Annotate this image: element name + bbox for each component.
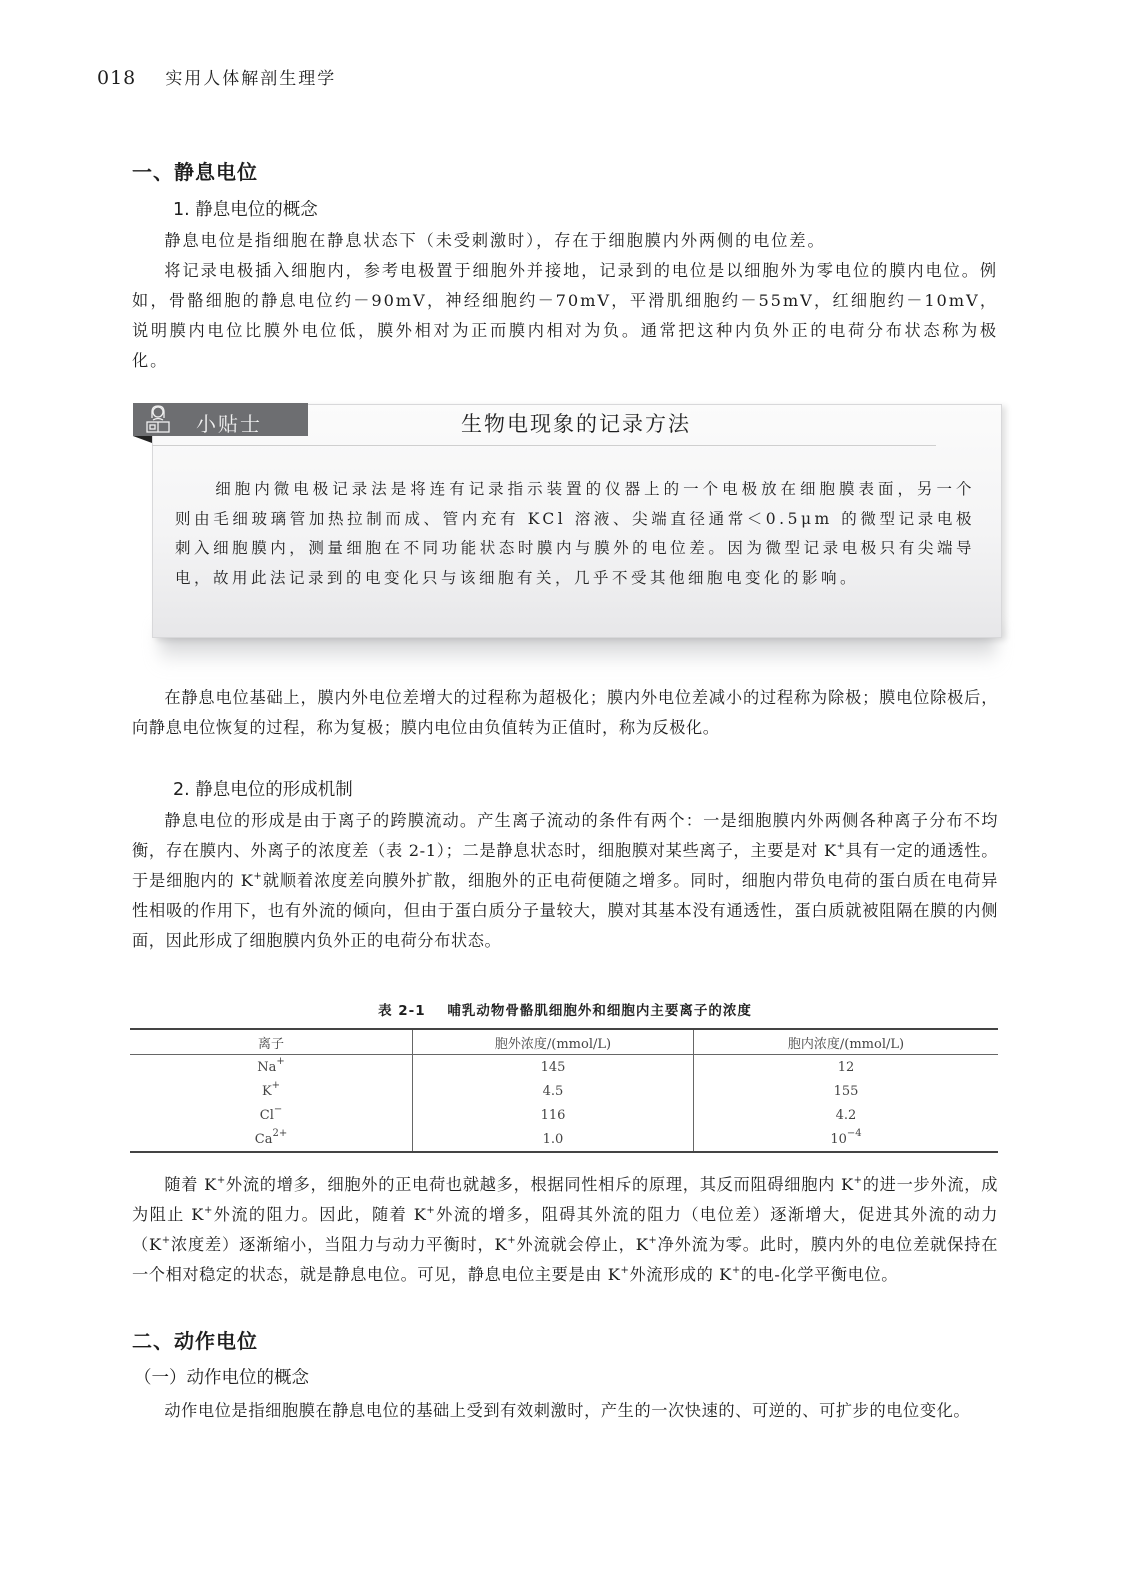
table-row xyxy=(130,1079,998,1103)
table-row xyxy=(130,1127,998,1152)
paragraph-definition: 静息电位是指细胞在静息状态下（未受刺激时），存在于细胞膜内外两侧的电位差。 xyxy=(164,231,826,250)
table-title: 哺乳动物骨骼肌细胞外和细胞内主要离子的浓度 xyxy=(447,1003,752,1019)
cell-outside: 145 xyxy=(413,1055,694,1080)
cell-outside: 1.0 xyxy=(413,1127,694,1152)
cell-ion: Cl− xyxy=(259,1103,283,1123)
tip-body: 细胞内微电极记录法是将连有记录指示装置的仪器上的一个电极放在细胞膜表面，另一个则由毛细玻璃管加热拉制而成、管内充有 KCl 溶液、尖端直径通常＜0.5μm 的微型记录电极刺入细胞膜内，测量细胞在不同功能状态时膜内与膜外的电位差。因为微型记录电极只有尖端导电，故用此法记录到的电变化只与该细胞有关，几乎不受其他细胞电变化的影响。 xyxy=(175,480,975,587)
table-number: 表 2-1 xyxy=(378,1003,426,1019)
subsection-heading-mechanism: 2. 静息电位的形成机制 xyxy=(173,780,353,800)
section-heading-action-potential: 二、动作电位 xyxy=(132,1329,258,1353)
subsection-heading-concept: 1. 静息电位的概念 xyxy=(173,200,318,220)
tip-title: 生物电现象的记录方法 xyxy=(461,412,691,436)
cell-ion: K+ xyxy=(261,1079,281,1099)
header-outside: 胞外浓度/(mmol/L) xyxy=(413,1029,694,1055)
section-heading-resting-potential: 一、静息电位 xyxy=(132,160,258,184)
table-caption xyxy=(132,999,998,1019)
paragraph-action-definition: 动作电位是指细胞膜在静息电位的基础上受到有效刺激时，产生的一次快速的、可逆的、可扩步的电位变化。 xyxy=(164,1401,971,1420)
cell-inside: 155 xyxy=(833,1083,859,1099)
cell-inside: $10^{-4}$ xyxy=(830,1127,862,1147)
table-header-row xyxy=(130,1029,998,1055)
tip-label: 小贴士 xyxy=(196,412,262,436)
paragraph-equilibrium: 随着 K+外流的增多，细胞外的正电荷也就越多，根据同性相斥的原理，其反而阻碍细胞内 K+的进一步外流，成为阻止 K+外流的阻力。因此，随着 K+外流的增多，阻碍其外流的阻力（电位差）逐渐增大，促进其外流的动力（K+浓度差）逐渐缩小，当阻力与动力平衡时，K+外流就会停止，K+净外流为零。此时，膜内外的电位差就保持在一个相对稳定的状态，就是静息电位。可见，静息电位主要是由 K+外流形成的 K+的电-化学平衡电位。 xyxy=(132,1175,998,1284)
table-row xyxy=(130,1055,998,1080)
table-row xyxy=(130,1103,998,1127)
paragraph-polarization-terms: 在静息电位基础上，膜内外电位差增大的过程称为超极化；膜内外电位差减小的过程称为除极；膜电位除极后，向静息电位恢复的过程，称为复极；膜内电位由负值转为正值时，称为反极化。 xyxy=(132,688,998,737)
cell-inside: 12 xyxy=(837,1059,855,1075)
cell-ion: $Ca^{2+}$ xyxy=(254,1127,288,1147)
cell-outside: 4.5 xyxy=(413,1079,694,1103)
paragraph-mechanism: 静息电位的形成是由于离子的跨膜流动。产生离子流动的条件有两个：一是细胞膜内外两侧各种离子分布不均衡，存在膜内、外离子的浓度差（表 2-1）；二是静息状态时，细胞膜对某些离子，主要是对 K+具有一定的通透性。于是细胞内的 K+就顺着浓度差向膜外扩散，细胞外的正电荷便随之增多。同时，细胞内带负电荷的蛋白质在电荷异性相吸的作用下，也有外流的倾向，但由于蛋白质分子量较大，膜对其基本没有通透性，蛋白质就被阻隔在膜的内侧面，因此形成了细胞膜内负外正的电荷分布状态。 xyxy=(132,811,998,950)
tip-tab-fold xyxy=(133,436,152,443)
cell-inside: 4.2 xyxy=(835,1107,857,1123)
cell-ion: Na+ xyxy=(257,1055,285,1075)
ion-concentration-table xyxy=(130,1028,998,1153)
page-number: 018 xyxy=(97,67,137,89)
header-inside: 胞内浓度/(mmol/L) xyxy=(787,1036,905,1052)
book-title: 实用人体解剖生理学 xyxy=(165,69,337,89)
cell-outside: 116 xyxy=(413,1103,694,1127)
paragraph-recording: 将记录电极插入细胞内，参考电极置于细胞外并接地，记录到的电位是以细胞外为零电位的膜内电位。例如，骨骼细胞的静息电位约－90mV，神经细胞约－70mV，平滑肌细胞约－55mV，红细胞约－10mV，说明膜内电位比膜外电位低，膜外相对为正而膜内相对为负。通常把这种内负外正的电荷分布状态称为极化。 xyxy=(132,261,998,370)
tip-title-divider xyxy=(152,445,936,446)
running-head xyxy=(97,64,336,89)
header-ion: 离子 xyxy=(257,1036,284,1052)
subsection-heading-action-concept: （一）动作电位的概念 xyxy=(134,1368,309,1388)
